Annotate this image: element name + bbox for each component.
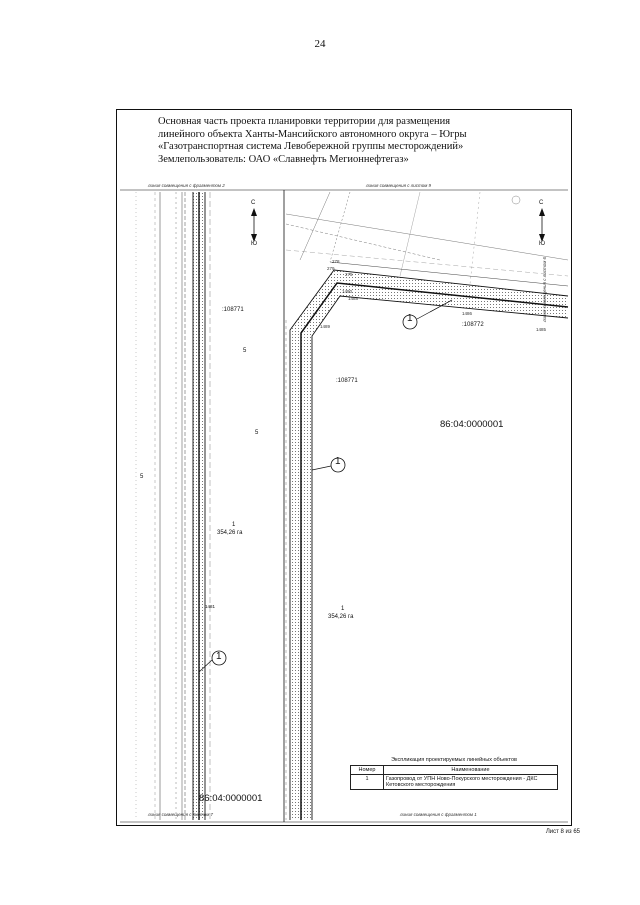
right-parcel-a: :108771 — [336, 378, 358, 384]
left-parcel-num: 1 — [232, 522, 236, 528]
legend-header-row — [351, 766, 558, 775]
legend-caption: Экспликация проектируемых линейных объектов — [391, 757, 517, 763]
left-pipe-point: 1481 — [205, 604, 216, 609]
title-line-3: «Газотранспортная система Левобережной группы месторождений» — [158, 141, 464, 152]
legend-col-num: Номер — [351, 766, 384, 775]
legend-col-name: Наименование — [384, 766, 558, 775]
match-line-right-bottom: линия совмещения с фрагментом 1 — [400, 812, 477, 817]
right-point-278: 278 — [332, 259, 340, 264]
right-point-1486: 1486 — [462, 311, 473, 316]
right-parcel-b: :108772 — [462, 322, 484, 328]
legend — [350, 757, 558, 790]
match-line-left-top: линия совмещения с фрагментом 2 — [148, 183, 225, 188]
legend-table — [350, 765, 558, 790]
left-number-c: 5 — [140, 474, 144, 480]
left-number-a: 5 — [243, 348, 247, 354]
right-point-1485: 1485 — [536, 327, 547, 332]
north-label-left: С — [251, 200, 256, 206]
left-marker-number: 1 — [216, 651, 222, 662]
page-number: 24 — [314, 38, 326, 50]
south-label-right: Ю — [539, 241, 546, 247]
left-corridor — [136, 192, 210, 820]
legend-row-name: Газопровод от УПН Ново-Покурского месторождения - ДКС Кетовского месторождения — [384, 775, 558, 790]
north-arrow-left — [251, 208, 257, 242]
title-line-4: Землепользователь: ОАО «Славнефть Мегионнефтегаз» — [158, 153, 409, 165]
right-cadastral-number: 86:04:0000001 — [440, 419, 504, 430]
left-area: 354,26 га — [217, 530, 243, 536]
match-line-left-bottom: линия совмещения с листом 7 — [148, 812, 214, 817]
right-leader-b — [312, 466, 331, 470]
right-point-1490: 1490 — [342, 289, 353, 294]
right-marker-a-number: 1 — [407, 313, 413, 324]
right-parcel-num: 1 — [341, 606, 345, 612]
right-point-279: 279 — [327, 266, 335, 271]
sheet-number: Лист 8 из 65 — [545, 829, 580, 835]
right-point-1488: 1488 — [348, 296, 359, 301]
legend-row — [351, 775, 558, 790]
legend-row-num: 1 — [351, 775, 384, 790]
right-marker-b-number: 1 — [335, 456, 341, 467]
right-point-1489: 1489 — [320, 324, 331, 329]
south-label-left: Ю — [251, 241, 258, 247]
left-cadastral-number: 86:04:0000001 — [199, 793, 263, 804]
north-arrow-right — [539, 208, 545, 242]
match-line-right-side: линия совмещения с листом 6 — [542, 256, 547, 322]
north-label-right: С — [539, 200, 544, 206]
left-number-b: 5 — [255, 430, 259, 436]
left-parcel-id: :108771 — [222, 307, 244, 313]
title-line-2: линейного объекта Ханты-Мансийского автономного округа – Югры — [158, 128, 467, 140]
right-area: 354,26 га — [328, 614, 354, 620]
match-line-right-top: линия совмещения с листом 9 — [366, 183, 432, 188]
title-line-1: Основная часть проекта планировки территории для размещения — [158, 116, 451, 127]
right-corridor — [286, 192, 568, 820]
right-point-275: 275 — [345, 272, 353, 277]
